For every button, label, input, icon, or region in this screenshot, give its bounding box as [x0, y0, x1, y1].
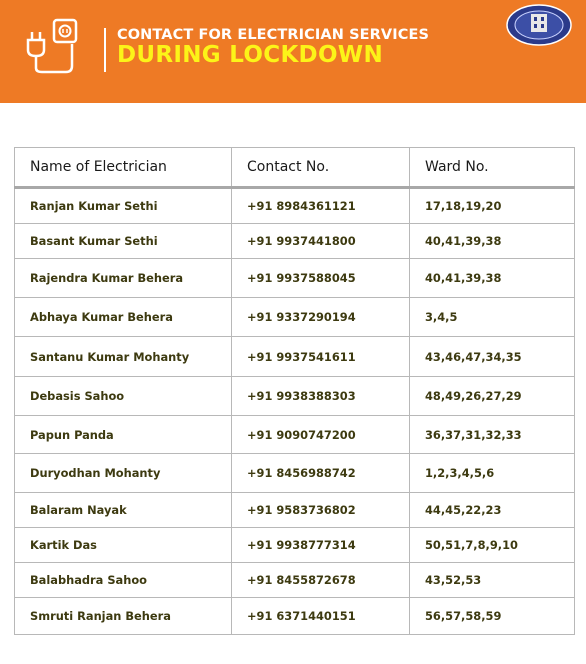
ward-numbers: 44,45,22,23	[410, 493, 575, 528]
electrician-table	[14, 147, 575, 635]
plug-socket-icon	[26, 18, 84, 76]
contact-number: +91 9938777314	[232, 528, 410, 563]
electrician-name: Balabhadra Sahoo	[15, 563, 232, 598]
table-header-row	[15, 148, 575, 188]
ward-numbers: 17,18,19,20	[410, 188, 575, 224]
electrician-name: Duryodhan Mohanty	[15, 454, 232, 493]
contact-number: +91 8456988742	[232, 454, 410, 493]
electrician-name: Basant Kumar Sethi	[15, 224, 232, 259]
electrician-name: Balaram Nayak	[15, 493, 232, 528]
contact-number: +91 9937541611	[232, 337, 410, 377]
electrician-name: Abhaya Kumar Behera	[15, 298, 232, 337]
contact-number: +91 9938388303	[232, 377, 410, 416]
ward-numbers: 1,2,3,4,5,6	[410, 454, 575, 493]
header-divider	[104, 28, 106, 72]
contact-number: +91 9937588045	[232, 259, 410, 298]
ward-numbers: 3,4,5	[410, 298, 575, 337]
electrician-name: Smruti Ranjan Behera	[15, 598, 232, 635]
table-row	[15, 416, 575, 454]
table-row	[15, 188, 575, 224]
table-row	[15, 298, 575, 337]
electrician-name: Santanu Kumar Mohanty	[15, 337, 232, 377]
column-header-name: Name of Electrician	[15, 148, 232, 188]
ward-numbers: 43,46,47,34,35	[410, 337, 575, 377]
column-header-contact: Contact No.	[232, 148, 410, 188]
header-subtitle: CONTACT FOR ELECTRICIAN SERVICES	[117, 27, 430, 43]
contact-number: +91 9337290194	[232, 298, 410, 337]
header-title: DURING LOCKDOWN	[117, 42, 384, 68]
electrician-name: Debasis Sahoo	[15, 377, 232, 416]
table-row	[15, 598, 575, 635]
ward-numbers: 36,37,31,32,33	[410, 416, 575, 454]
electrician-name: Papun Panda	[15, 416, 232, 454]
header-banner	[0, 0, 586, 103]
table-row	[15, 563, 575, 598]
contact-number: +91 9937441800	[232, 224, 410, 259]
column-header-ward: Ward No.	[410, 148, 575, 188]
table-row	[15, 454, 575, 493]
electrician-name: Ranjan Kumar Sethi	[15, 188, 232, 224]
ward-numbers: 56,57,58,59	[410, 598, 575, 635]
contact-number: +91 9583736802	[232, 493, 410, 528]
contact-number: +91 6371440151	[232, 598, 410, 635]
ward-numbers: 50,51,7,8,9,10	[410, 528, 575, 563]
contact-number: +91 8984361121	[232, 188, 410, 224]
ward-numbers: 40,41,39,38	[410, 224, 575, 259]
contact-number: +91 8455872678	[232, 563, 410, 598]
table-row	[15, 224, 575, 259]
table-row	[15, 259, 575, 298]
table-row	[15, 493, 575, 528]
electrician-name: Rajendra Kumar Behera	[15, 259, 232, 298]
ward-numbers: 48,49,26,27,29	[410, 377, 575, 416]
electrician-name: Kartik Das	[15, 528, 232, 563]
contact-number: +91 9090747200	[232, 416, 410, 454]
municipal-seal-logo	[506, 4, 572, 46]
table-row	[15, 528, 575, 563]
ward-numbers: 40,41,39,38	[410, 259, 575, 298]
table-row	[15, 377, 575, 416]
table-row	[15, 337, 575, 377]
ward-numbers: 43,52,53	[410, 563, 575, 598]
